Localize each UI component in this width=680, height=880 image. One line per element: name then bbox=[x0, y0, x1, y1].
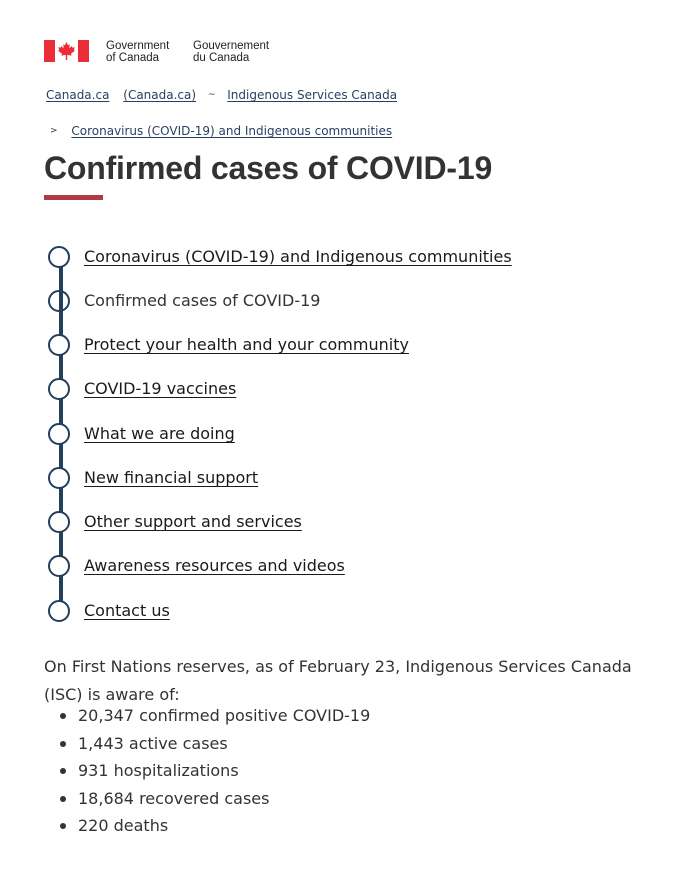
list-item bbox=[44, 702, 370, 730]
bullet-icon bbox=[60, 768, 66, 774]
step-label[interactable]: What we are doing bbox=[84, 424, 235, 443]
breadcrumb-isc[interactable]: Indigenous Services Canada bbox=[227, 88, 398, 102]
list-item bbox=[44, 730, 370, 758]
step-item-other-support[interactable] bbox=[48, 509, 302, 535]
stat-hospitalizations: 931 hospitalizations bbox=[78, 761, 239, 780]
step-item-awareness[interactable] bbox=[48, 553, 345, 579]
step-item-financial-support[interactable] bbox=[48, 465, 259, 491]
page-title: Confirmed cases of COVID-19 bbox=[44, 150, 493, 186]
stat-recovered: 18,684 recovered cases bbox=[78, 788, 270, 808]
breadcrumb-covid[interactable]: Coronavirus (COVID-19) and Indigenous communities bbox=[71, 124, 393, 138]
step-item-covid-communities[interactable] bbox=[48, 244, 512, 270]
step-item-vaccines[interactable] bbox=[48, 376, 237, 402]
step-item-what-we-do[interactable] bbox=[48, 421, 235, 447]
breadcrumb-separator-icon: > bbox=[50, 126, 58, 136]
breadcrumb-canada-alt[interactable]: (Canada.ca) bbox=[123, 88, 197, 102]
step-item-confirmed-cases bbox=[48, 288, 321, 314]
breadcrumb-row-2 bbox=[50, 124, 392, 138]
step-circle-icon bbox=[48, 600, 70, 622]
step-circle-icon bbox=[48, 246, 70, 268]
case-stats-list bbox=[44, 702, 370, 840]
step-circle-icon bbox=[48, 290, 70, 312]
step-circle-icon bbox=[48, 511, 70, 533]
bullet-icon bbox=[60, 713, 66, 719]
step-label[interactable]: Contact us bbox=[84, 601, 170, 620]
step-circle-icon bbox=[48, 467, 70, 489]
breadcrumb-separator-icon: ~ bbox=[207, 90, 216, 100]
stat-deaths: 220 deaths bbox=[78, 816, 169, 835]
gov-en-line2: of Canada bbox=[106, 52, 160, 64]
breadcrumb bbox=[46, 88, 397, 102]
gov-fr-line2: du Canada bbox=[193, 52, 250, 64]
step-label[interactable]: Other support and services bbox=[84, 512, 302, 531]
step-item-protect-health[interactable] bbox=[48, 332, 409, 358]
step-label[interactable]: COVID-19 vaccines bbox=[84, 379, 237, 398]
breadcrumb-canada[interactable]: Canada.ca bbox=[46, 88, 110, 102]
bullet-icon bbox=[60, 741, 66, 747]
list-item bbox=[44, 785, 370, 813]
bullet-icon bbox=[60, 823, 66, 829]
list-item bbox=[44, 757, 370, 785]
step-label: Confirmed cases of COVID-19 bbox=[84, 291, 321, 310]
gov-name-fr bbox=[193, 40, 293, 64]
step-circle-icon bbox=[48, 555, 70, 577]
bullet-icon bbox=[60, 796, 66, 802]
gov-fr-line1: Gouvernement bbox=[193, 40, 270, 52]
canada-flag-icon bbox=[44, 40, 89, 62]
list-item bbox=[44, 812, 370, 840]
step-label[interactable]: New financial support bbox=[84, 468, 259, 487]
intro-paragraph: On First Nations reserves, as of February 23, Indigenous Services Canada (ISC) is aware of: bbox=[44, 657, 632, 704]
step-label[interactable]: Protect your health and your community bbox=[84, 335, 409, 354]
government-signature[interactable] bbox=[44, 40, 270, 64]
step-item-contact[interactable] bbox=[48, 598, 170, 624]
step-label[interactable]: Awareness resources and videos bbox=[84, 556, 345, 575]
title-underline bbox=[44, 195, 103, 200]
step-label[interactable]: Coronavirus (COVID-19) and Indigenous communities bbox=[84, 247, 512, 266]
gov-name-en bbox=[106, 40, 186, 64]
stat-active: 1,443 active cases bbox=[78, 733, 228, 753]
step-circle-icon bbox=[48, 334, 70, 356]
step-circle-icon bbox=[48, 378, 70, 400]
step-circle-icon bbox=[48, 423, 70, 445]
stat-confirmed: 20,347 confirmed positive COVID-19 bbox=[78, 706, 371, 725]
gov-en-line1: Government bbox=[106, 40, 170, 52]
